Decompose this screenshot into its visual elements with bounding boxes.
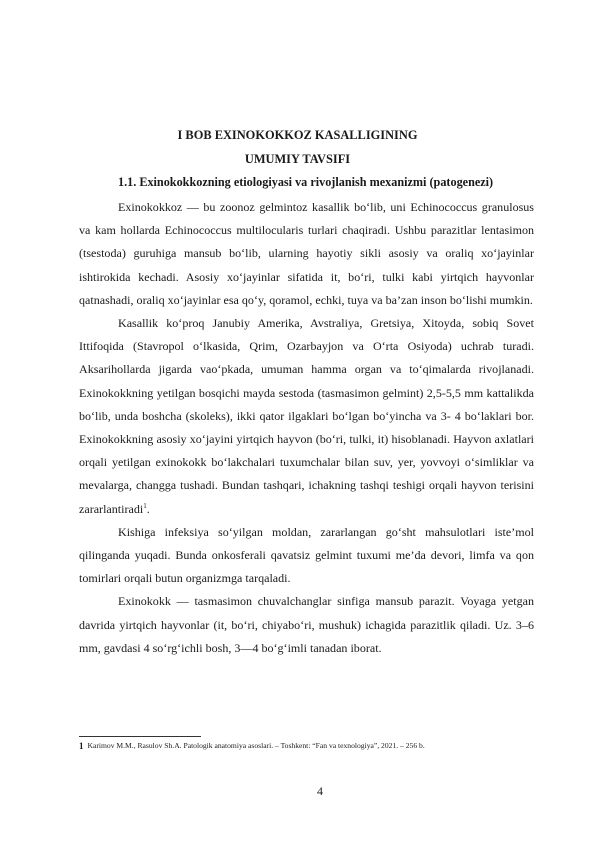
footnote-text: Karimov M.M., Rasulov Sh.A. Patologik anatomiya asoslari. – Toshkent: “Fan va texnologiya”, 2021. – 256 b.: [87, 741, 425, 750]
footnote-separator: [79, 736, 201, 737]
paragraph-3: Kishiga infeksiya so‘yilgan moldan, zararlangan go‘sht mahsulotlari iste’mol qilinganda yuqadi. Bunda onkosferali qavatsiz gelmint tuxumi me’da devori, limfa va qon tomirlari orqali butun organizmga tarqaladi.: [79, 524, 534, 586]
footnote-number: 1: [79, 741, 84, 751]
chapter-title-line-2: UMUMIY TAVSIFI: [244, 152, 351, 166]
paragraph-2-text: Kasallik ko‘proq Janubiy Amerika, Avstraliya, Gretsiya, Xitoyda, sobiq Sovet Ittifoqida (Stavropol o‘lkasida, Qrim, Ozarbayjon va O‘rta Osiyoda) uchrab turadi. Aksarihollarda jigarda vao‘pkada, umuman hamma organ va to‘qimalarda rivojlanadi. Exinokokkning yetilgan bosqichi mayda sestoda (tasmasimon gelmint) 2,5-5,5 mm kattalikda bo‘lib, unda boshcha (skoleks), ikki qator ilgaklari bo‘lgan bo‘yincha va 3- 4 bo‘laklari bor. Exinokokkning asosiy xo‘jayini yirtqich hayvon (bo‘ri, tulki, it) hisoblanadi. Hayvon axlatlari orqali yetilgan exinokokk bo‘lakchalari tuxumchalar bilan suv, yer, yovvoyi o‘simliklar va mevalarga, changga tushadi. Bundan tashqari, ichakning tashqi teshigi orqali hayvon terisini zararlantiradi: [79, 316, 534, 516]
footnote: [79, 740, 549, 752]
paragraph-1: Exinokokkoz — bu zoonoz gelmintoz kasallik bo‘lib, uni Echinococcus granulosus va kam hollarda Echinococcus multilocularis turlari chaqiradi. Ushbu parazitlar lentasimon (tsestoda) guruhiga mansub bo‘lib, ularning hayotiy sikli asosiy va oraliq xo‘jayinlar ishtirokida kechadi. Asosiy xo‘jayinlar sifatida it, bo‘ri, tulki kabi yirtqich hayvonlar qatnashadi, oraliq xo‘jayinlar esa qo‘y, qoramol, echki, tuya va ba’zan inson bo‘lishi mumkin.: [79, 200, 534, 307]
section-title: 1.1. Exinokokkozning etiologiyasi va rivojlanish mexanizmi (patogenezi): [118, 175, 494, 189]
page-number: 4: [317, 784, 323, 798]
paragraph-2: Kasallik ko‘proq Janubiy Amerika, Avstraliya, Gretsiya, Xitoyda, sobiq Sovet Ittifoqida (Stavropol o‘lkasida, Qrim, Ozarbayjon va O‘rta Osiyoda) uchrab turadi. Aksarihollarda jigarda vao‘pkada, umuman hamma organ va to‘qimalarda rivojlanadi. Exinokokkning yetilgan bosqichi mayda sestoda (tasmasimon gelmint) 2,5-5,5 mm kattalikda bo‘lib, unda boshcha (skoleks), ikki qator ilgaklari bo‘lgan bo‘yincha va 3- 4 bo‘laklari bor. Exinokokkning asosiy xo‘jayini yirtqich hayvon (bo‘ri, tulki, it) hisoblanadi. Hayvon axlatlari orqali yetilgan exinokokk bo‘lakchalari tuxumchalar bilan suv, yer, yovvoyi o‘simliklar va mevalarga, changga tushadi. Bundan tashqari, ichakning tashqi teshigi orqali hayvon terisini zararlantiradi$^1$.: [79, 316, 534, 516]
body-text: [79, 196, 534, 660]
footnote-reference[interactable]: 1: [143, 501, 147, 510]
paragraph-4: Exinokokk — tasmasimon chuvalchanglar sinfiga mansub parazit. Voyaga yetgan davrida yirtqich hayvonlar (it, bo‘ri, chiyabo‘ri, mushuk) ichagida parazitlik qiladi. Uz. 3–6 mm, gavdasi 4 so‘rg‘ichli bosh, 3—4 bo‘g‘imli tanadan iborat.: [79, 594, 534, 655]
chapter-title-line-1: I BOB EXINOKOKKOZ KASALLIGINING: [177, 128, 418, 142]
